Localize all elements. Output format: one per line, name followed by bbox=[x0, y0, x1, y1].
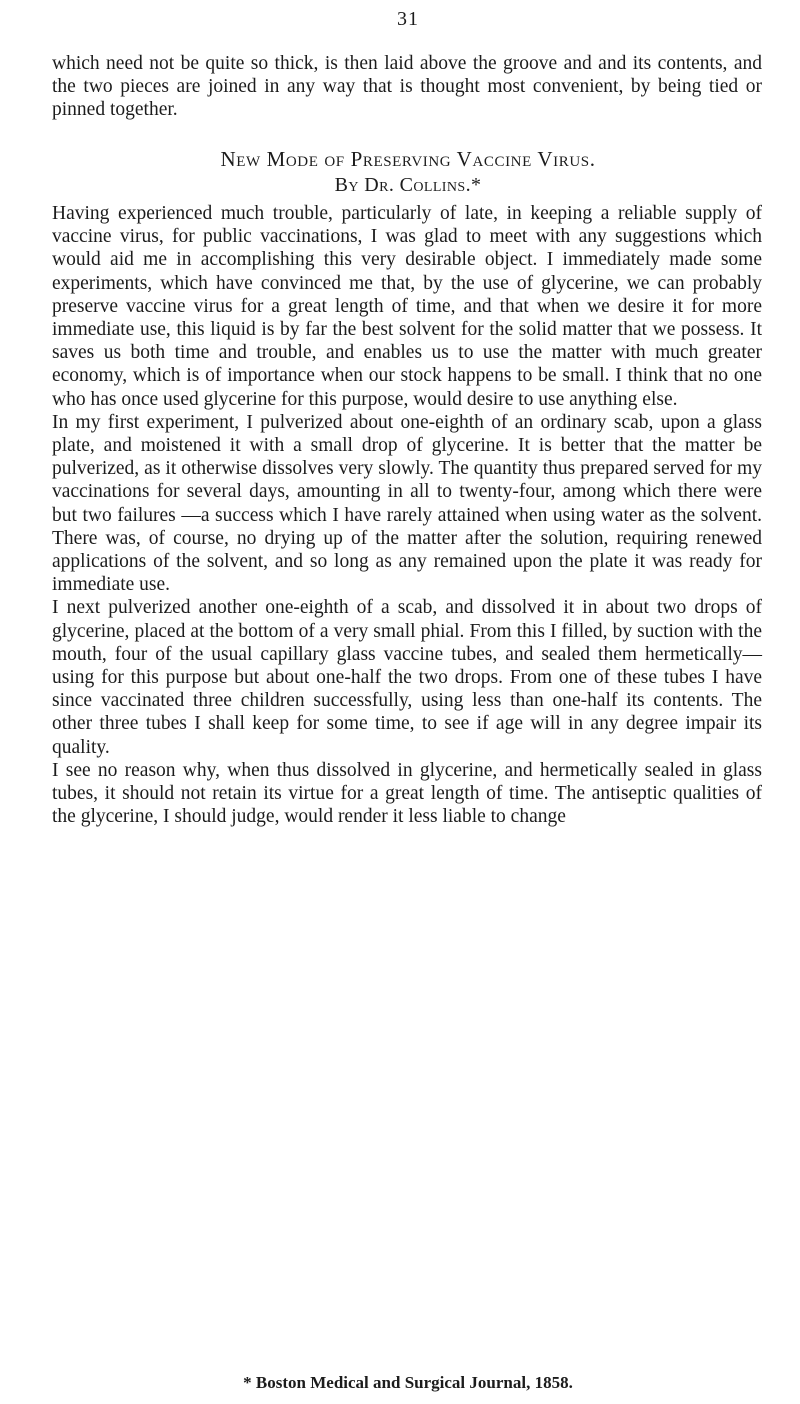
paragraph: I next pulverized another one-eighth of a scab, and dissolved it in about two drops of glycerine, placed at the bottom of a very small phial. From this I filled, by suction with the mouth, four of the usual capillary glass vaccine tubes, and sealed them hermetically—using for this purpose but about one-half the two drops. From one of these tubes I have since vaccinated three children successfully, using less than one-half its contents. The other three tubes I shall keep for some time, to see if age will in any degree impair its quality. bbox=[52, 597, 762, 758]
paragraph: Having experienced much trouble, particularly of late, in keeping a reliable supply of vaccine virus, for public vaccinations, I was glad to meet with any suggestions which would aid me in accomplishing this very desirable object. I immediately made some experiments, which have convinced me that, by the use of glycerine, we can probably preserve vaccine virus for a great length of time, and that when we desire it for more immediate use, this liquid is by far the best solvent for the solid matter that we possess. It saves us both time and trouble, and enables us to use the matter with much greater economy, which is of importance when our stock happens to be small. I think that no one who has once used glycerine for this purpose, would desire to use anything else. bbox=[52, 203, 762, 410]
intro-paragraph: which need not be quite so thick, is then laid above the groove and and its contents, and the two pieces are joined in any way that is thought most convenient, by being tied or pinned together. bbox=[52, 53, 762, 121]
article-byline: By Dr. Collins.* bbox=[334, 174, 482, 196]
intro-paragraph-block bbox=[52, 52, 762, 122]
footnote: * Boston Medical and Surgical Journal, 1858. bbox=[243, 1373, 573, 1392]
page-number: 31 bbox=[397, 8, 419, 30]
article-body bbox=[52, 202, 762, 828]
paragraph: In my first experiment, I pulverized about one-eighth of an ordinary scab, upon a glass plate, and moistened it with a small drop of glycerine. It is better that the matter be pulverized, as it otherwise dissolves very slowly. The quantity thus prepared served for my vaccinations for several days, amounting in all to twenty-four, among which there were but two failures —a success which I have rarely attained when using water as the solvent. There was, of course, no drying up of the matter after the solution, requiring renewed applications of the solvent, and so long as any remained upon the plate it was ready for immediate use. bbox=[52, 411, 762, 596]
article-title: New Mode of Preserving Vaccine Virus. bbox=[220, 147, 596, 171]
paragraph: I see no reason why, when thus dissolved in glycerine, and hermetically sealed in glass tubes, it should not retain its virtue for a great length of time. The antiseptic qualities of the glycerine, I should judge, would render it less liable to change bbox=[52, 759, 762, 828]
